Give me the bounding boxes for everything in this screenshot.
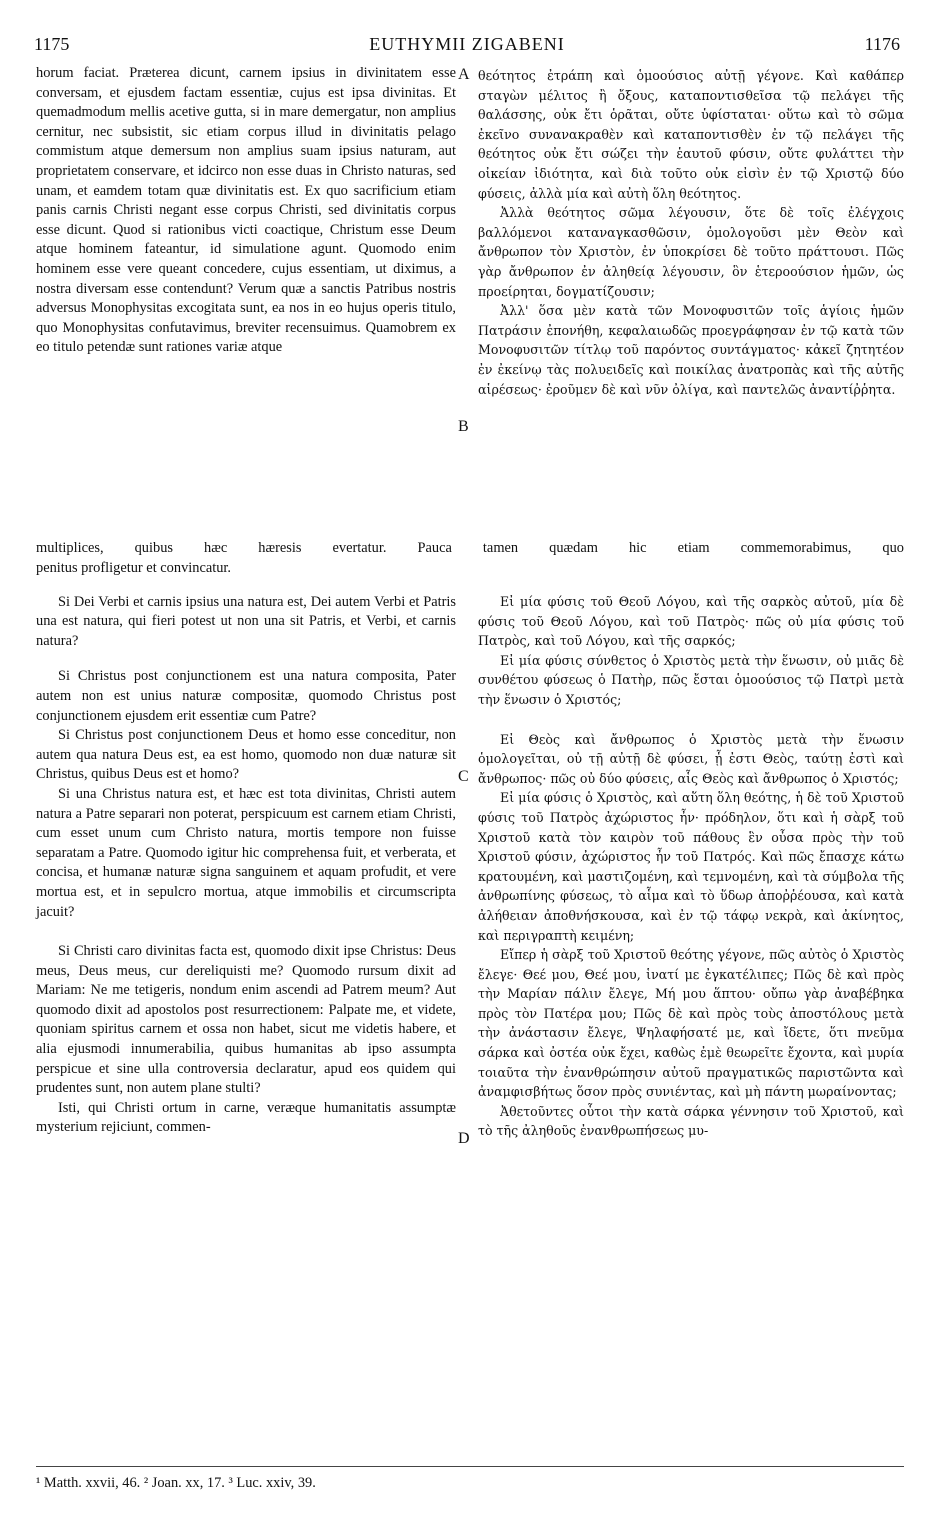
latin-paragraph-3: Si Christus post conjunctionem est una natura composita, Pater autem non est unius naturæ compositæ, quomodo Christus post conjunctionem ejusdem erit essentiæ cum Patre? [36,668,456,724]
greek-paragraph-5: Εἰ μία φύσις σύνθετος ὁ Χριστὸς μετὰ τὴν ἕνωσιν, οὐ μιᾶς δὲ συνθέτου φύσεως ὁ Πατὴρ, πῶς ἔσται ὁμοούσιος τῷ Πατρὶ μετὰ τὴν ἕνωσιν ὁ Χριστός; [478,652,904,707]
running-header [34,34,900,58]
section-marker-a: A [458,66,470,83]
greek-paragraph-8: Εἴπερ ἡ σὰρξ τοῦ Χριστοῦ θεότης γέγονε, πῶς αὐτὸς ὁ Χριστὸς ἔλεγε· Θεέ μου, Θεέ μου, ἱνατί με ἐγκατέλιπες; Πῶς δὲ καὶ πρὸς τὴν Μαρίαν πάλιν ἔλεγε, Μή μου ἅπτου· οὔπω γὰρ ἀναβέβηκα πρὸς τὸν Πατέρα μου; Πῶς δὲ καὶ πρὸς τοὺς ἀποστόλους μετὰ τὴν ἀνάστασιν ἔλεγε, Ψηλαφήσατέ με, καὶ ἴδετε, ὅτι πνεῦμα σάρκα καὶ ὀστέα οὐκ ἔχει, καθὼς ἐμὲ θεωρεῖτε ἔχοντα, καὶ μυρία τοιαῦτα τὴν ἐνανθρώπησιν αὐτοῦ πραγματικῶς παριστῶντα καὶ ἀναμφισβήτως ὅσον πρὸς συνιέντας, καὶ μὴ πάντη μωραίνοντας; [478,947,904,1100]
latin-column-top [36,64,456,358]
greek-paragraph-2: Ἀλλὰ θεότητος σῶμα λέγουσιν, ὅτε δὲ τοῖς ἐλέγχοις βαλλόμενοι καταναγκασθῶσιν, ὁμολογοῦσι μὲν Θεὸν καὶ ἄνθρωπον τὸν Χριστὸν, ἐν ὑποκρίσει δὲ τοῦτο πράττουσι. Πῶς γὰρ ἄνθρωπον ἐν ἀληθείᾳ λέγουσιν, ὃν ἑτεροούσιον ἡμῶν, ὡς προείρηται, δογματίζουσιν; [478,205,904,299]
latin-paragraph-5: Si una Christus natura est, et hæc est tota divinitas, Christi autem natura a Patre separari non poterat, perspicuum est carnem etiam Christi, cum esset unum cum Christo natura, mortis tempore non fuisse separatam a Patre. Quomodo igitur hic comprehensa fuit, et verberata, et concisa, et humanæ naturæ signa sanguinem et aquam profudit, et vere mortua est, et in sepulcro mortua, atque immobilis et circumscripta jacuit? [36,785,456,920]
greek-paragraph-9: Ἀθετοῦντες οὗτοι τὴν κατὰ σάρκα γέννησιν τοῦ Χριστοῦ, καὶ τὸ τῆς ἀληθοῦς ἐνανθρωπήσεως μυ- [478,1103,904,1139]
footnotes: ¹ Matth. xxvii, 46. ² Joan. xx, 17. ³ Luc. xxiv, 39. [36,1475,316,1491]
greek-column-top [478,66,904,399]
full-width-line: multiplices, quibus hæc hæresis evertatur. Pauca tamen quædam hic etiam commemorabimus, quo [36,540,904,556]
greek-paragraph-7: Εἰ μία φύσις ὁ Χριστὸς, καὶ αὕτη ὅλη θεότης, ἡ δὲ τοῦ Χριστοῦ φύσις τοῦ Πατρὸς ἀχώριστος ἦν· πρόδηλον, ὅτι καὶ ἡ σὰρξ τοῦ Χριστοῦ κατὰ τὸν καιρὸν τοῦ πάθους ἓν οὖσα πρὸς τὴν τοῦ Χριστοῦ φύσιν, ἀχώριστος ἦν τοῦ Πατρός. Καὶ πῶς ἔπασχε κάτω κρατουμένη, καὶ μαστιζομένη, καὶ τεμνομένη, καὶ τὰ σύμβολα τῆς ἀνθρωπίνης φύσεως, τὸ αἷμα καὶ τὸ ὕδωρ ἀποῤῥέουσα, καὶ κατὰ ἀλήθειαν ἀποθνήσκουσα, καὶ ἐν τῷ τάφῳ νεκρὰ, καὶ ἀκίνητος, καὶ περιγραπτὴ κειμένη; [478,790,904,943]
latin-column-bottom [36,559,456,1138]
greek-paragraph-6: Εἰ Θεὸς καὶ ἄνθρωπος ὁ Χριστὸς μετὰ τὴν ἕνωσιν ὁμολογεῖται, οὐ τῇ αὐτῇ δὲ φύσει, ᾗ ἐστι Θεὸς, ταύτῃ ἐστὶ καὶ ἄνθρωπος· πῶς οὐ δύο φύσεις, αἷς Θεὸς καὶ ἄνθρωπος ὁ Χριστός; [478,731,904,786]
right-column-number: 1176 [864,34,900,54]
latin-paragraph-7: Isti, qui Christi ortum in carne, veræque humanitatis assumptæ mysterium rejiciunt, commen- [36,1099,456,1136]
latin-paragraph-2: Si Dei Verbi et carnis ipsius una natura est, Dei autem Verbi et Patris una est natura, qui fieri potest ut non una sit Patris, et Verbi, et carnis natura? [36,593,456,649]
greek-paragraph-4: Εἰ μία φύσις τοῦ Θεοῦ Λόγου, καὶ τῆς σαρκὸς αὐτοῦ, μία δὲ φύσις τοῦ Θεοῦ Λόγου, καὶ τοῦ Πατρὸς· πῶς οὐ μία φύσις τοῦ Πατρὸς, καὶ τοῦ Λόγου, καὶ τῆς σαρκός; [478,594,904,649]
section-marker-d: D [458,1130,470,1147]
latin-paragraph-4: Si Christus post conjunctionem Deus et homo esse conceditur, non autem qua natura Deus est, ea est homo, quomodo non duæ naturæ sit Christus, quibus Deus est et homo? [36,727,456,783]
greek-paragraph-1: θεότητος ἐτράπη καὶ ὁμοούσιος αὐτῇ γέγονε. Καὶ καθάπερ σταγὼν μέλιτος ἢ ὄξους, καταποντισθεῖσα τῷ πελάγει τῆς θαλάσσης, οὐκ ἔτι ὁρᾶται, οὔτε ὑφίσταται· οὕτω καὶ τὸ σῶμα ἐκεῖνο συνανακραθὲν καὶ καταποντισθὲν ἐν τῷ πελάγει τῆς θεότητος οὐκ ἔτι σώζει τὴν ἑαυτοῦ φύσιν, οὔτε φυλάττει τὴν οἰκείαν ἰδιότητα, καὶ διὰ τοῦτο οὐκ εἰσὶν ἐν τῷ Χριστῷ δύο φύσεις, ἀλλὰ μία καὶ αὐτὴ ὅλη θεότητος. [478,68,904,201]
latin-continuation: penitus profligetur et convincatur. [36,560,232,576]
footnote-divider [36,1466,904,1467]
latin-paragraph-1: horum faciat. Præterea dicunt, carnem ipsius in divinitatem esse conversam, et ejusdem factam essentiæ, cujus est ipsa divinitas. Et quemadmodum mellis acetive gutta, si in mare demergatur, non amplius cernitur, nec subsistit, sic etiam corpus illud in divinitatis pelago commistum atque demersum non amplius suam ipsius naturam, aut proprietatem conservare, et idcirco non esse duas in Christo naturas, sed unam, et eamdem totam quæ divinitatis est. Ex quo sacrificium etiam panis carnis Christi negant esse corpus Christi, sed divinitatis corpus esse dicunt. Quod si rationibus victi coactique, Christum esse Deum atque hominem fateantur, id simulatione agunt. Quomodo enim hominem esse vere queant concedere, cujus essentiam, ut diximus, a nostra diversam esse contendunt? Verum quæ a sanctis Patribus nostris adversus Monophysitas excogitata sunt, ea nos in eo hujus operis titulo, quo Monophysitas confutavimus, breviter recensuimus. Quamobrem ex eo titulo petendæ sunt rationes variæ atque [36,65,456,356]
header-title: EUTHYMII ZIGABENI [369,34,565,54]
greek-column-bottom [478,592,904,1141]
left-column-number: 1175 [34,34,70,54]
latin-paragraph-6: Si Christi caro divinitas facta est, quomodo dixit ipse Christus: Deus meus, Deus meus, cur dereliquisti me? Quomodo rursum dixit ad Mariam: Ne me tetigeris, nondum enim ascendi ad Patrem meum? Aut quomodo dixit ad apostolos post resurrectionem: Palpate me, et videte, quoniam spiritus carnem et ossa non habet, sicut me videtis habere, et alia ejusmodi innumerabilia, quibus humanitas ab ipso assumpta perspicue et sine ulla controversia declaratur, apud eos quidem qui prudentes sunt, non autem plane stulti? [36,943,456,1097]
section-marker-c: C [458,768,469,785]
section-marker-b: B [458,418,469,435]
greek-paragraph-3: Ἀλλ' ὅσα μὲν κατὰ τῶν Μονοφυσιτῶν τοῖς ἁγίοις ἡμῶν Πατράσιν ἐπονήθη, κεφαλαιωδῶς προεγράφησαν ἐν τῷ κατὰ τῶν Μονοφυσιτῶν τίτλῳ τοῦ παρόντος συντάγματος· κἀκεῖ ζητητέον ἐν ἐκείνῳ τὰς πολυειδεῖς καὶ ποικίλας ἀνατροπὰς καὶ τῆς αὐτῆς αἱρέσεως· ἐροῦμεν δὲ καὶ νῦν ὀλίγα, καὶ παντελῶς ἀναντίῤῥητα. [478,303,904,397]
